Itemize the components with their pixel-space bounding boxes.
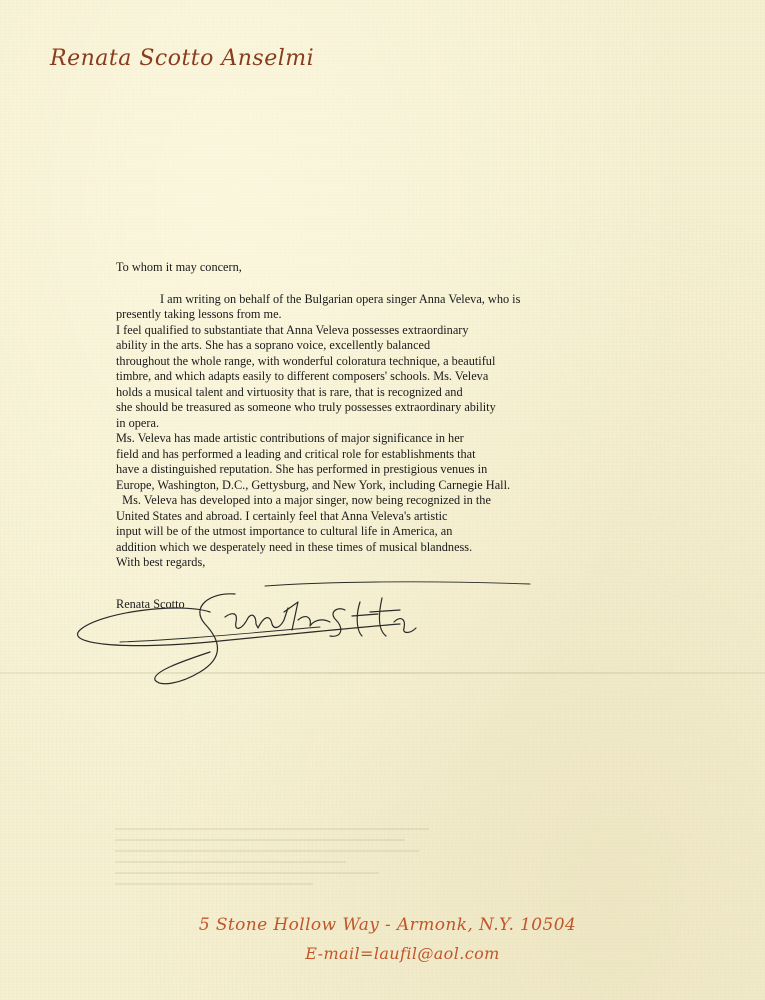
signer-name: Renata Scotto: [116, 597, 185, 611]
letter-line: presently taking lessons from me.: [116, 307, 282, 321]
letter-line: in opera.: [116, 415, 160, 430]
letter-line: timbre, and which adapts easily to different composers' schools. Ms. Veleva: [116, 369, 489, 383]
letter-line: Ms. Veleva has made artistic contributions of major significance in her: [116, 431, 464, 445]
letter-line: I am writing on behalf of the Bulgarian opera singer Anna Veleva, who is: [160, 291, 521, 306]
ink-bleed-through: [115, 828, 445, 898]
letter-line: Europe, Washington, D.C., Gettysburg, and New York, including Carnegie Hall.: [116, 477, 511, 492]
letter-line: I feel qualified to substantiate that Anna Veleva possesses extraordinary: [116, 322, 469, 337]
letter-line: throughout the whole range, with wonderful coloratura technique, a beautiful: [116, 353, 496, 368]
handwritten-signature: [60, 572, 560, 702]
letter-line: United States and abroad. I certainly feel that Anna Veleva's artistic: [116, 508, 448, 523]
footer-email: E-mail=laufil@aol.com: [305, 944, 500, 963]
letter-line: addition which we desperately need in these times of musical blandness.: [116, 539, 473, 554]
letterhead-name: Renata Scotto Anselmi: [50, 46, 315, 71]
letter-line: have a distinguished reputation. She has performed in prestigious venues in: [116, 462, 488, 476]
letter-body: [116, 260, 556, 555]
letter-line: input will be of the utmost importance to cultural life in America, an: [116, 524, 453, 538]
letter-line: Ms. Veleva has developed into a major singer, now being recognized in the: [116, 493, 491, 507]
letter-line: ability in the arts. She has a soprano voice, excellently balanced: [116, 338, 431, 352]
letter-line: she should be treasured as someone who truly possesses extraordinary ability: [116, 400, 496, 414]
letter-line: field and has performed a leading and critical role for establishments that: [116, 446, 476, 461]
letter-line: holds a musical talent and virtuosity that is rare, that is recognized and: [116, 384, 463, 399]
footer-address: 5 Stone Hollow Way - Armonk, N.Y. 10504: [198, 915, 577, 935]
closing: With best regards,: [116, 555, 206, 569]
salutation: To whom it may concern,: [116, 260, 242, 274]
